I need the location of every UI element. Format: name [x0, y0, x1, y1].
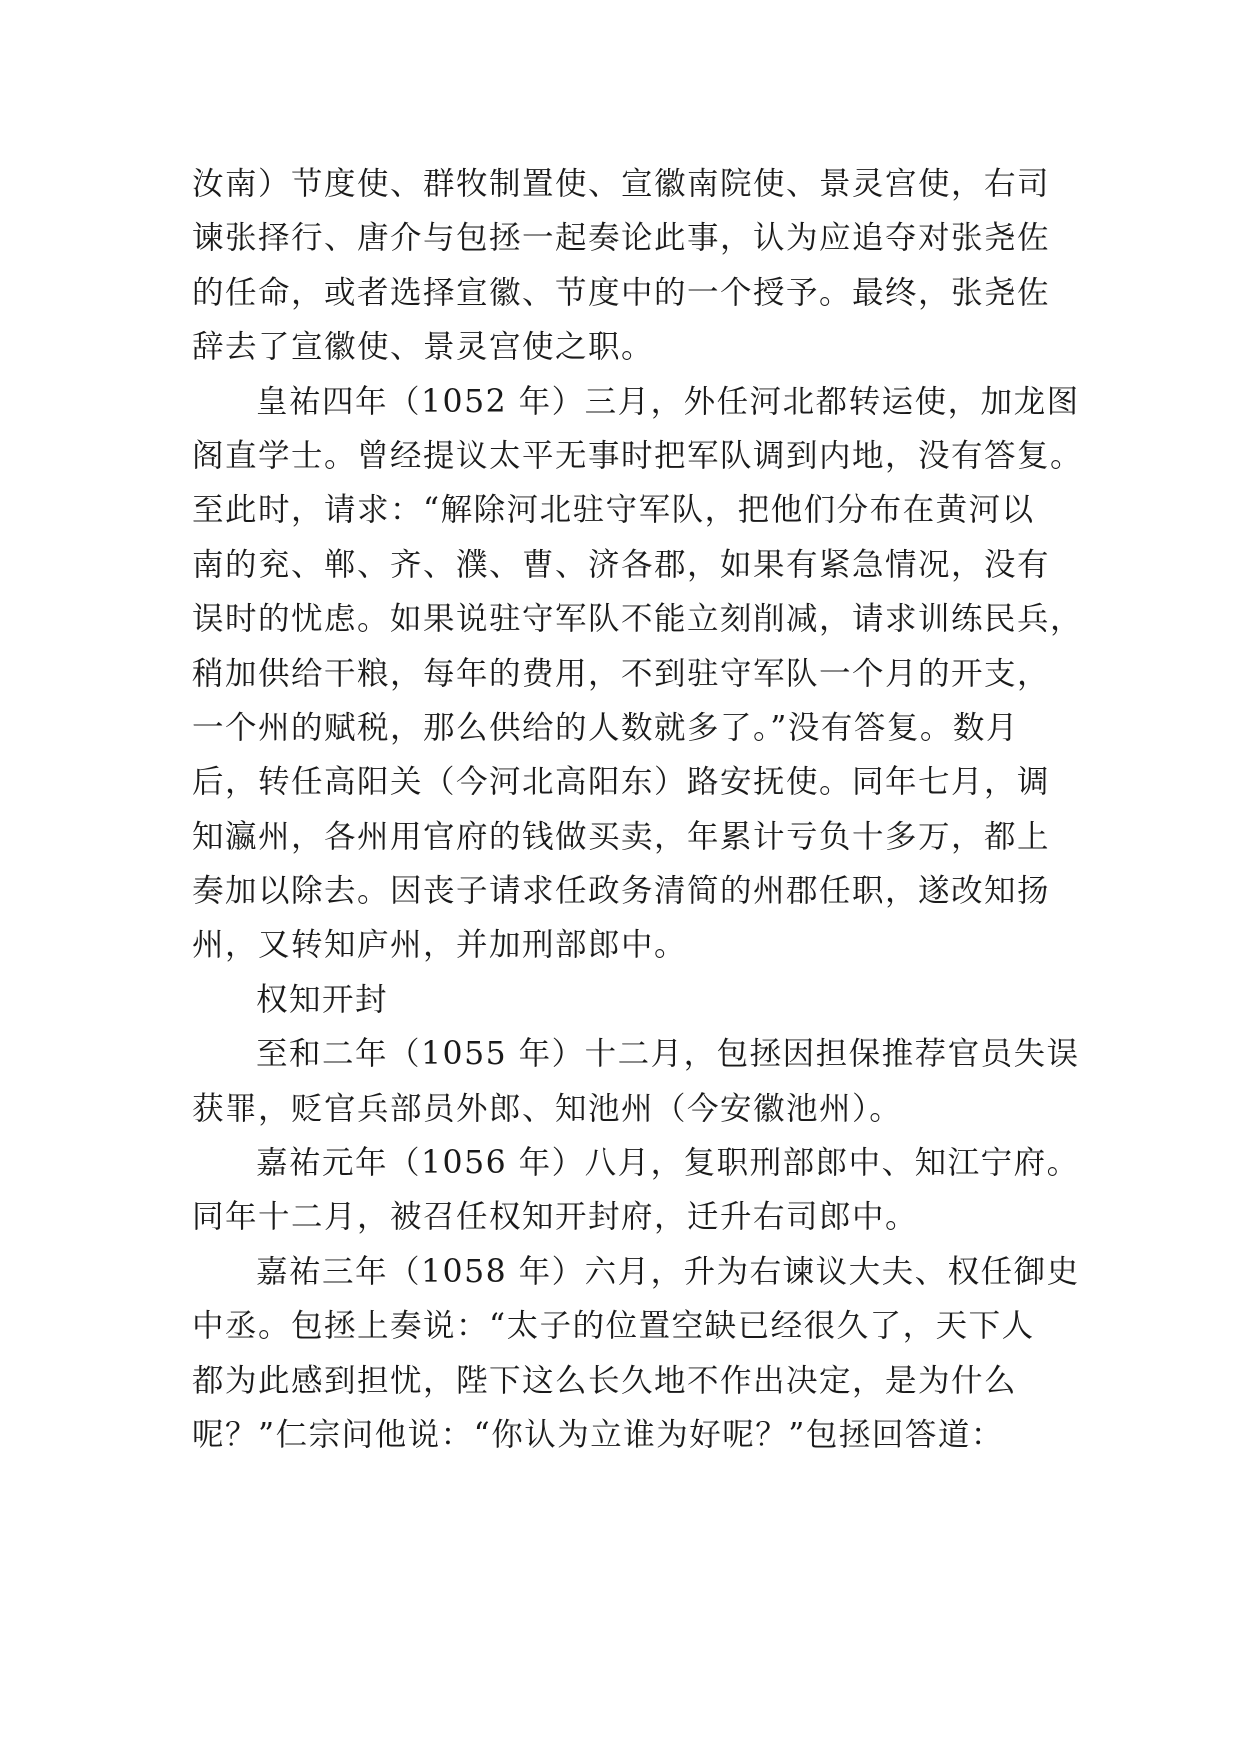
text-line: 南的兖、郸、齐、濮、曹、济各郡，如果有紧急情况，没有 [192, 546, 1051, 583]
text-line: 州，又转知庐州，并加刑部郎中。 [192, 927, 688, 964]
text-line: 知瀛州，各州用官府的钱做买卖，年累计亏负十多万，都上 [192, 818, 1051, 855]
text-line: 谏张择行、唐介与包拯一起奏论此事，认为应追夺对张尧佐 [192, 220, 1051, 257]
text-line: 辞去了宣徽使、景灵宫使之职。 [192, 329, 655, 366]
text-line: 稍加供给干粮，每年的费用，不到驻守军队一个月的开支， [192, 655, 1051, 692]
text-line: 至此时，请求：“解除河北驻守军队，把他们分布在黄河以 [192, 492, 1035, 529]
text-line: 中丞。包拯上奏说：“太子的位置空缺已经很久了，天下人 [192, 1308, 1035, 1345]
text-line: 的任命，或者选择宣徽、节度中的一个授予。最终，张尧佐 [192, 274, 1051, 311]
paragraph-first-line: 皇祐四年（1052 年）三月，外任河北都转运使，加龙图 [256, 383, 1080, 420]
text-line: 汝南）节度使、群牧制置使、宣徽南院使、景灵宫使，右司 [192, 166, 1051, 202]
text-line: 呢？”仁宗问他说：“你认为立谁为好呢？”包拯回答道： [192, 1416, 1004, 1453]
text-line: 一个州的赋税，那么供给的人数就多了。”没有答复。数月 [192, 709, 1019, 746]
text-line: 后，转任高阳关（今河北高阳东）路安抚使。同年七月，调 [192, 764, 1051, 801]
paragraph-first-line: 嘉祐元年（1056 年）八月，复职刑部郎中、知江宁府。 [256, 1145, 1080, 1182]
paragraph-first-line: 至和二年（1055 年）十二月，包拯因担保推荐官员失误 [256, 1036, 1080, 1073]
text-line: 同年十二月，被召任权知开封府，迁升右司郎中。 [192, 1199, 919, 1236]
text-line: 都为此感到担忧，陛下这么长久地不作出决定，是为什么 [192, 1362, 1018, 1399]
body-text [192, 157, 1084, 1462]
text-line: 奏加以除去。因丧子请求任政务清简的州郡任职，遂改知扬 [192, 873, 1051, 910]
text-line: 误时的忧虑。如果说驻守军队不能立刻削减，请求训练民兵， [192, 601, 1084, 638]
text-line: 阁直学士。曾经提议太平无事时把军队调到内地，没有答复。 [192, 437, 1084, 474]
paragraph-first-line: 嘉祐三年（1058 年）六月，升为右谏议大夫、权任御史 [256, 1253, 1080, 1290]
section-heading: 权知开封 [256, 981, 389, 1018]
text-line: 获罪，贬官兵部员外郎、知池州（今安徽池州）。 [192, 1090, 903, 1127]
